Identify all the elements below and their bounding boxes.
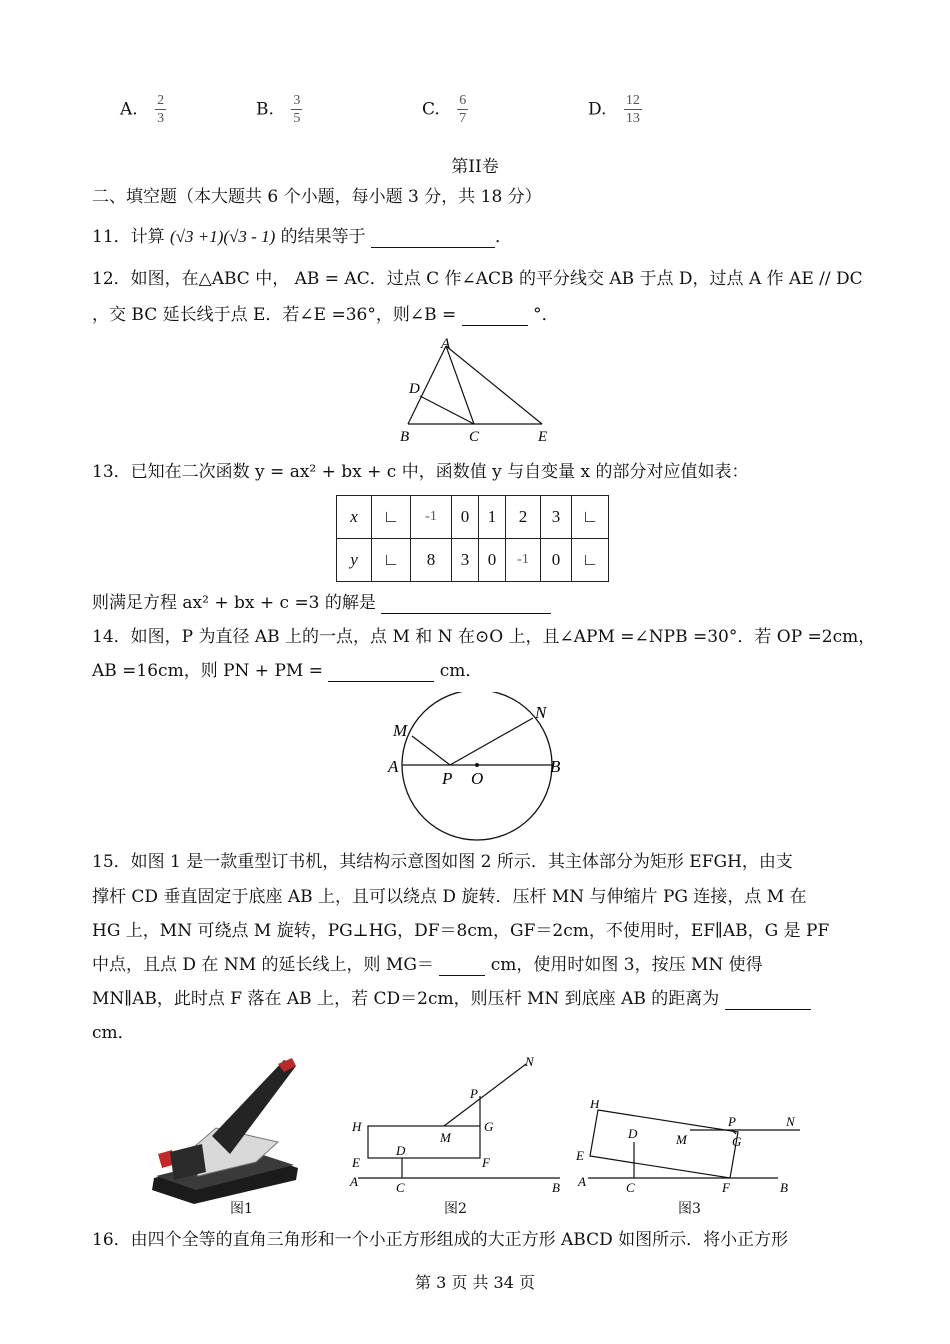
choice-a <box>120 92 166 127</box>
segment-pn <box>450 718 533 765</box>
label-a: A <box>350 1174 358 1189</box>
table-cell: ∟ <box>372 496 411 539</box>
label-d: D <box>396 1143 406 1158</box>
label-p: P <box>470 1086 478 1101</box>
question-14-line2 <box>92 660 482 682</box>
label-g: G <box>484 1119 494 1134</box>
label-a: A <box>441 336 451 352</box>
q14-circle-figure <box>386 692 572 848</box>
q12-line2: ，交 BC 延长线于点 E．若∠E =36°，则∠B = <box>92 305 457 325</box>
q15-line1: 15．如图 1 是一款重型订书机，其结构示意图如图 2 所示．其主体部分为矩形 EFGH，由支 <box>92 852 793 872</box>
label-n: N <box>535 703 547 722</box>
q13-answer-blank[interactable] <box>381 595 551 614</box>
q12-answer-blank[interactable] <box>462 307 528 326</box>
q15-answer-blank-1[interactable] <box>439 957 485 976</box>
caption-figure-3: 图3 <box>678 1201 701 1217</box>
table-cell: 0 <box>479 539 506 582</box>
q13-value-table <box>336 495 609 582</box>
q14-line1: 14．如图，P 为直径 AB 上的一点，点 M 和 N 在⊙O 上，且∠APM =∠NPB =30°．若 OP =2cm， <box>92 627 876 647</box>
label-m: M <box>393 721 408 740</box>
q11-prefix: 11．计算 <box>92 227 165 247</box>
label-e: E <box>538 429 548 445</box>
choice-d-label: D. <box>588 99 607 120</box>
q14-answer-blank[interactable] <box>328 663 434 682</box>
q13-text: 13．已知在二次函数 y = ax² + bx + c 中，函数值 y 与自变量 x 的部分对应值如表： <box>92 462 749 482</box>
label-f: F <box>482 1155 490 1170</box>
table-cell: x <box>337 496 372 539</box>
label-h: H <box>590 1100 600 1111</box>
table-cell: 8 <box>411 539 452 582</box>
choice-b-fraction: $\frac{3}{5}$ <box>293 93 301 126</box>
choice-c-label: C. <box>422 99 440 120</box>
q15-line4-post: cm，使用时如图 3，按压 MN 使得 <box>490 955 763 975</box>
question-11: 11．计算 (√3 +1)(√3 - 1) 的结果等于 ． <box>92 227 513 247</box>
choice-a-fraction: $\frac{2}{3}$ <box>157 93 165 126</box>
choice-a-label: A. <box>120 99 138 120</box>
q14-line2-post: cm． <box>439 661 483 681</box>
choice-c <box>422 92 468 127</box>
label-c: C <box>469 429 480 445</box>
q15-line6: cm． <box>92 1023 135 1043</box>
table-cell: -1 <box>411 496 452 539</box>
q11-suffix: 的结果等于 <box>280 227 366 247</box>
rectangle-efgh <box>590 1110 738 1178</box>
table-cell: y <box>337 539 372 582</box>
label-g: G <box>732 1134 742 1149</box>
label-n: N <box>786 1114 795 1129</box>
stapler-photo <box>146 1058 302 1204</box>
table-cell: ∟ <box>372 539 411 582</box>
question-13-answer <box>92 592 551 614</box>
label-c: C <box>396 1180 405 1195</box>
q15-line2: 撑杆 CD 垂直固定于底座 AB 上，且可以绕点 D 旋转．压杆 MN 与伸缩片 PG 连接，点 M 在 <box>92 887 807 907</box>
q14-line2-pre: AB =16cm，则 PN + PM = <box>92 661 323 681</box>
question-12-line2 <box>92 304 559 326</box>
table-cell: 2 <box>506 496 541 539</box>
lever-mn <box>444 1064 526 1126</box>
q16-text: 16．由四个全等的直角三角形和一个小正方形组成的大正方形 ABCD 如图所示．将小正方形 <box>92 1230 789 1250</box>
label-p: P <box>728 1114 736 1129</box>
caption-figure-2: 图2 <box>444 1201 467 1217</box>
table-cell: ∟ <box>572 496 609 539</box>
table-cell: 0 <box>452 496 479 539</box>
table-cell: ∟ <box>572 539 609 582</box>
choice-b <box>256 92 302 127</box>
label-h: H <box>352 1119 362 1134</box>
table-row <box>337 496 609 539</box>
page-footer: 第 3 页 共 34 页 <box>415 1273 535 1292</box>
label-b: B <box>780 1180 788 1195</box>
label-a: A <box>388 757 399 776</box>
label-b: B <box>550 757 561 776</box>
table-cell: 3 <box>452 539 479 582</box>
label-b: B <box>552 1180 560 1195</box>
label-a: A <box>578 1174 586 1189</box>
q15-line5: MN∥AB，此时点 F 落在 AB 上，若 CD＝2cm，则压杆 MN 到底座 AB 的距离为 <box>92 989 720 1009</box>
label-d: D <box>628 1126 638 1141</box>
q15-line3: HG 上，MN 可绕点 M 旋转，PG⊥HG，DF＝8cm，GF＝2cm，不使用时，EF∥AB，G 是 PF <box>92 921 830 941</box>
q12-triangle-figure <box>390 334 560 446</box>
table-cell: 3 <box>541 496 572 539</box>
choice-d-fraction: $\frac{12}{13}$ <box>625 93 640 126</box>
label-m: M <box>676 1132 687 1147</box>
label-o: O <box>471 769 484 788</box>
label-n: N <box>525 1054 534 1069</box>
table-row <box>337 539 609 582</box>
figure-2-diagram <box>348 1052 570 1198</box>
q12-line1: 12．如图，在△ABC 中， AB = AC．过点 C 作∠ACB 的平分线交 AB 于点 D，过点 A 作 AE // DC <box>92 269 863 289</box>
center-point <box>475 763 479 767</box>
figure-3-diagram <box>574 1100 804 1200</box>
q12-line2-end: °． <box>533 305 559 325</box>
choice-row <box>120 92 680 136</box>
choice-d <box>588 92 642 127</box>
label-d: D <box>409 381 420 397</box>
section-title: 第II卷 <box>451 157 499 177</box>
q15-line4-pre: 中点，且点 D 在 NM 的延长线上，则 MG＝ <box>92 955 434 975</box>
label-e: E <box>576 1148 584 1163</box>
table-cell: -1 <box>506 539 541 582</box>
choice-b-label: B. <box>256 99 274 120</box>
table-cell: 0 <box>541 539 572 582</box>
q15-answer-blank-2[interactable] <box>725 991 811 1010</box>
q13-answer-text: 则满足方程 ax² + bx + c =3 的解是 <box>92 593 376 613</box>
question-15-line5 <box>92 988 811 1010</box>
label-c: C <box>626 1180 635 1195</box>
caption-figure-1: 图1 <box>230 1201 253 1217</box>
question-15-line4 <box>92 954 763 976</box>
q11-expression: (√3 +1)(√3 - 1) <box>170 227 276 246</box>
label-m: M <box>440 1130 451 1145</box>
label-e: E <box>352 1155 360 1170</box>
rectangle-efgh <box>368 1126 480 1158</box>
choice-c-fraction: $\frac{6}{7}$ <box>459 93 467 126</box>
section-heading: 二、填空题（本大题共 6 个小题，每小题 3 分，共 18 分） <box>92 187 542 207</box>
q11-answer-blank[interactable] <box>371 229 495 248</box>
segment-pm <box>412 736 450 765</box>
label-f: F <box>722 1180 730 1195</box>
label-p: P <box>442 769 453 788</box>
table-cell: 1 <box>479 496 506 539</box>
label-b: B <box>400 429 410 445</box>
